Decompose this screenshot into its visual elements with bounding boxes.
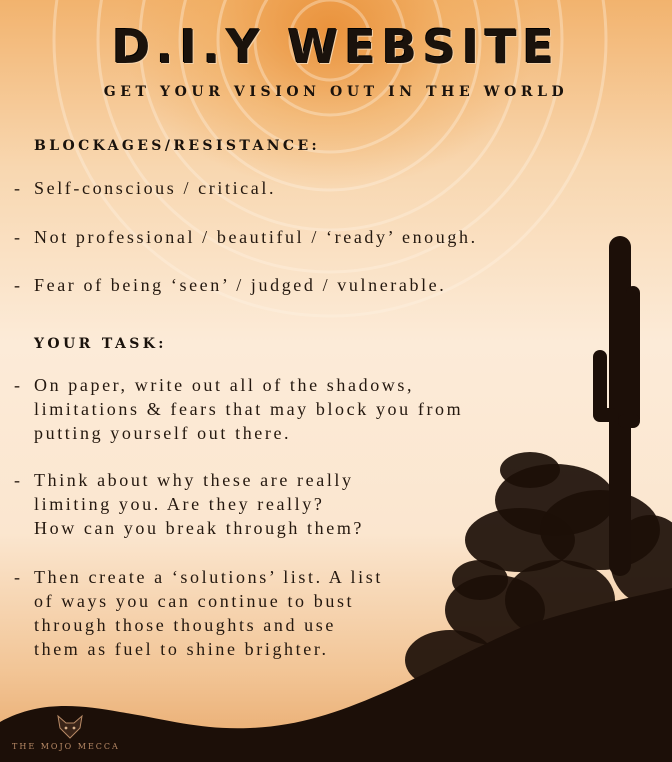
- task-line: of ways you can continue to bust: [34, 591, 355, 611]
- blockage-line: Self-conscious / critical.: [34, 178, 277, 198]
- task-line: limitations & fears that may block you from: [34, 399, 464, 419]
- list-dash: -: [14, 375, 23, 395]
- task-line: On paper, write out all of the shadows,: [34, 375, 415, 395]
- list-dash: -: [14, 567, 23, 587]
- list-dash: -: [14, 470, 23, 490]
- hill-silhouette: [0, 588, 672, 762]
- page-subtitle: GET YOUR VISION OUT IN THE WORLD: [103, 84, 569, 100]
- task-line: putting yourself out there.: [34, 423, 292, 443]
- blockage-line: Fear of being ‘seen’ / judged / vulnerable.: [34, 275, 447, 295]
- task-line: Think about why these are really: [34, 470, 354, 490]
- list-dash: -: [14, 275, 23, 295]
- fox-head-icon: [56, 714, 84, 740]
- blockages-heading: BLOCKAGES/RESISTANCE:: [34, 138, 321, 154]
- task-line: How can you break through them?: [34, 518, 365, 538]
- brand-label: THE MOJO MECCA: [12, 742, 120, 751]
- blockage-line: Not professional / beautiful / ‘ready’ enough.: [34, 227, 478, 247]
- task-line: them as fuel to shine brighter.: [34, 639, 329, 659]
- task-line: limiting you. Are they really?: [34, 494, 325, 514]
- task-heading: YOUR TASK:: [34, 336, 167, 352]
- list-dash: -: [14, 178, 23, 198]
- task-line: Then create a ‘solutions’ list. A list: [34, 567, 383, 587]
- task-line: through those thoughts and use: [34, 615, 336, 635]
- page-title: D.I.Y WEBSITE: [112, 20, 560, 74]
- list-dash: -: [14, 227, 23, 247]
